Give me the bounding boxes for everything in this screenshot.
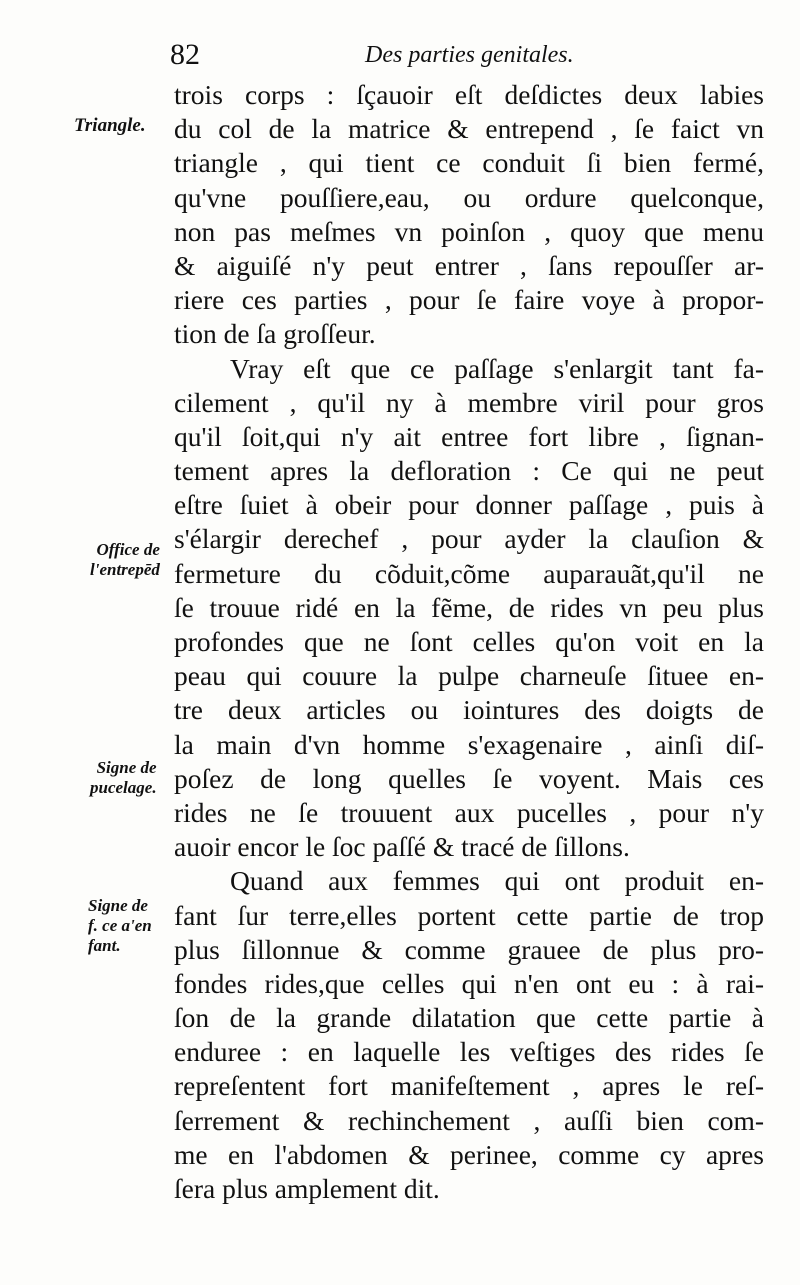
body-text [174,78,764,1206]
text-line: profondes que ne ſont celles qu'on voit en la [174,626,764,657]
text-line: du col de la matrice & entrepend , ſe faict vn [174,113,764,145]
text-line: non pas meſmes vn poinſon , quoy que menu [174,215,764,247]
margin-note-line: Signe de [96,758,157,777]
text-line: ſerrement & rechinchement , auſſi bien com- [174,1104,764,1136]
text-line: s'élargir derechef , pour ayder la clauſion & [174,523,764,555]
margin-note-enfant [88,896,152,956]
text-line: me en l'abdomen & perinee, comme cy apres [174,1138,764,1170]
page-header [170,38,610,78]
text-line: Vray eſt que ce paſſage s'enlargit tant fa- [230,352,764,384]
margin-note-line: Signe de [88,896,148,915]
margin-note-line: fant. [88,936,121,955]
text-line: poſez de long quelles ſe voyent. Mais ces [174,762,764,794]
text-line: riere ces parties , pour ſe faire voye à propor- [174,284,764,316]
text-line: plus ſillonnue & comme grauee de plus pro- [174,933,764,965]
text-line: fondes rides,que celles qui n'en ont eu : à rai- [174,967,764,999]
text-line: tion de ſa groſſeur. [174,318,376,350]
margin-note-line: f. ce a'en [88,916,152,935]
running-title: Des parties genitales. [365,42,574,68]
text-line: qu'il ſoit,qui n'y ait entree fort libre , ſignan- [174,420,764,452]
text-line: trois corps : ſçauoir eſt deſdictes deux labies [174,79,764,110]
margin-note-pucelage [90,758,157,798]
text-line: ſon de la grande dilatation que cette partie à [174,1002,764,1034]
text-line: triangle , qui tient ce conduit ſi bien fermé, [174,147,764,179]
margin-note-line: l'entrepēd [90,560,160,579]
text-line: rides ne ſe trouuent aux pucelles , pour n'y [174,796,764,828]
text-line: tre deux articles ou iointures des doigts de [174,694,764,726]
text-line: auoir encor le ſoc paſſé & tracé de ſillons. [174,831,630,863]
text-line: & aiguiſé n'y peut entrer , ſans repouſſer ar- [174,249,764,281]
margin-note-triangle [74,116,146,136]
text-line: fermeture du cõduit,cõme auparauãt,qu'il ne [174,557,764,589]
text-line: peau qui couure la pulpe charneuſe ſituee en- [174,660,764,692]
text-line: la main d'vn homme s'exagenaire , ainſi diſ- [174,728,764,760]
text-line: repreſentent fort manifeſtement , apres le reſ- [174,1070,764,1102]
text-line: ſe trouue ridé en la fẽme, de rides vn peu plus [174,591,764,623]
margin-note-line: Triangle. [74,115,146,136]
text-line: eſtre ſuiet à obeir pour donner paſſage , puis à [174,489,764,521]
text-line: enduree : en laquelle les veſtiges des rides ſe [174,1036,764,1068]
margin-note-office [90,540,160,580]
text-line: ſera plus amplement dit. [174,1173,440,1204]
margin-note-line: Office de [96,540,160,559]
page-number: 82 [170,38,200,71]
text-line: cilement , qu'il ny à membre viril pour gros [174,386,764,418]
text-line: qu'vne pouſſiere,eau, ou ordure quelconque, [174,181,764,213]
text-line: Quand aux femmes qui ont produit en- [230,865,764,897]
text-line: fant ſur terre,elles portent cette partie de trop [174,899,764,931]
text-line: tement apres la defloration : Ce qui ne peut [174,455,764,487]
margin-note-line: pucelage. [90,778,157,797]
